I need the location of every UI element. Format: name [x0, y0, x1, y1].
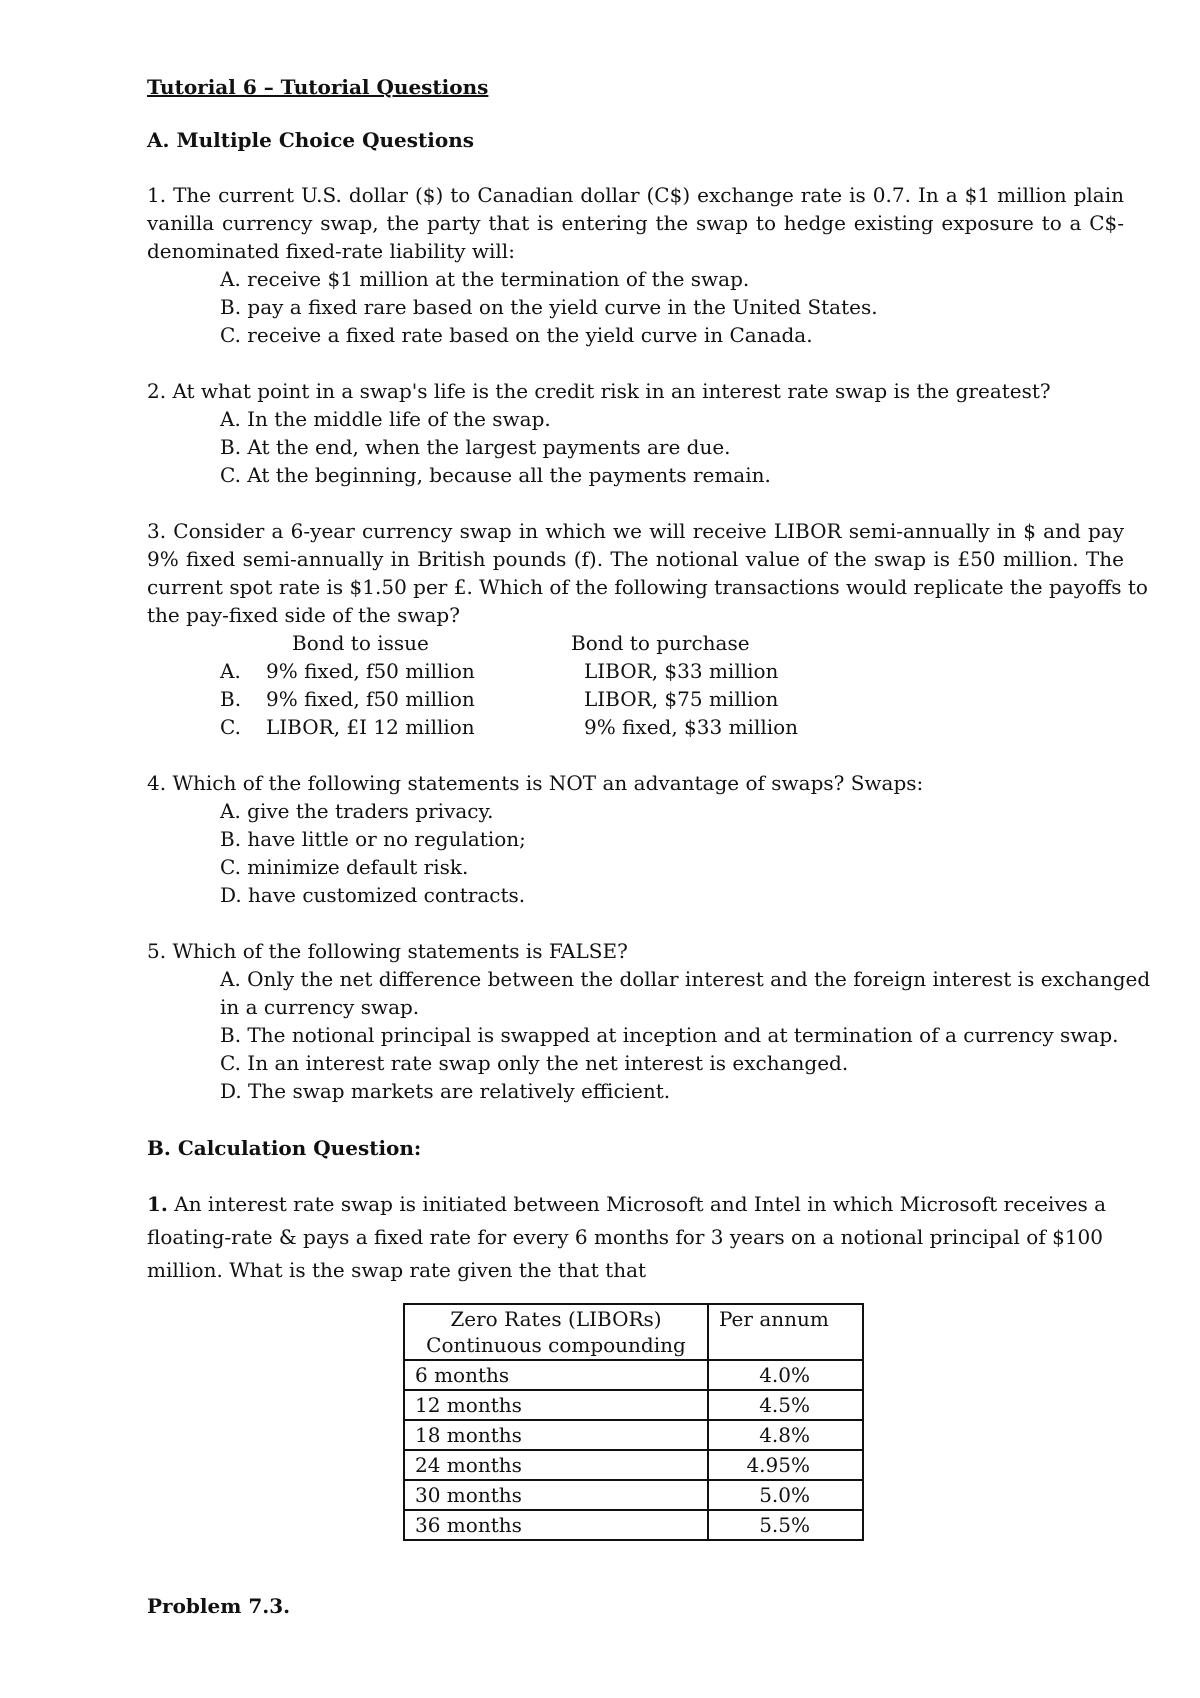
- table-header-left-line-1: Zero Rates (LIBORs): [450, 1307, 662, 1331]
- q4-option-d: D. have customized contracts.: [220, 883, 526, 907]
- table-cell-maturity: 36 months: [404, 1510, 708, 1540]
- table-cell-maturity: 6 months: [404, 1360, 708, 1390]
- table-row: [404, 1510, 863, 1540]
- q1-line-3: denominated fixed-rate liability will:: [147, 239, 515, 263]
- table-cell-maturity: 18 months: [404, 1420, 708, 1450]
- table-header-left: [404, 1304, 708, 1360]
- table-row: [404, 1390, 863, 1420]
- q3-row-b-letter: B.: [220, 687, 242, 711]
- table-row: [404, 1450, 863, 1480]
- q2-option-b: B. At the end, when the largest payments are due.: [220, 435, 731, 459]
- q1-option-c: C. receive a fixed rate based on the yield curve in Canada.: [220, 323, 813, 347]
- q3-row-b-issue: 9% fixed, f50 million: [266, 687, 475, 711]
- table-header-left-line-2: Continuous compounding: [426, 1333, 686, 1357]
- q3-row-c-issue: LIBOR, £I 12 million: [266, 715, 475, 739]
- table-cell-rate: 4.5%: [708, 1390, 863, 1420]
- page-title: Tutorial 6 – Tutorial Questions: [147, 75, 489, 99]
- table-row: [404, 1480, 863, 1510]
- table-header-right: Per annum: [708, 1304, 863, 1360]
- table-cell-rate: 4.95%: [708, 1450, 863, 1480]
- table-cell-rate: 5.5%: [708, 1510, 863, 1540]
- table-cell-rate: 4.0%: [708, 1360, 863, 1390]
- q4-option-a: A. give the traders privacy.: [220, 799, 494, 823]
- q2-option-a: A. In the middle life of the swap.: [220, 407, 551, 431]
- q2-line-1: 2. At what point in a swap's life is the credit risk in an interest rate swap is the greatest?: [147, 379, 1051, 403]
- q3-row-a-issue: 9% fixed, f50 million: [266, 659, 475, 683]
- q3-row-a-purchase: LIBOR, $33 million: [584, 659, 779, 683]
- q1-line-1: 1. The current U.S. dollar ($) to Canadian dollar (C$) exchange rate is 0.7. In a $1 million plain: [147, 183, 1124, 207]
- table-cell-maturity: 30 months: [404, 1480, 708, 1510]
- q5-option-a-continued: in a currency swap.: [220, 995, 420, 1019]
- q3-line-2: 9% fixed semi-annually in British pounds (f). The notional value of the swap is £50 million. The: [147, 547, 1124, 571]
- q5-option-d: D. The swap markets are relatively efficient.: [220, 1079, 671, 1103]
- q3-line-4: the pay-fixed side of the swap?: [147, 603, 460, 627]
- q3-line-3: current spot rate is $1.50 per £. Which of the following transactions would replicate the payoffs to: [147, 575, 1148, 599]
- table-row: [404, 1360, 863, 1390]
- q3-row-a-letter: A.: [220, 659, 241, 683]
- q4-line-1: 4. Which of the following statements is NOT an advantage of swaps? Swaps:: [147, 771, 924, 795]
- table-cell-rate: 4.8%: [708, 1420, 863, 1450]
- table-cell-maturity: 12 months: [404, 1390, 708, 1420]
- q5-option-a: A. Only the net difference between the dollar interest and the foreign interest is exchanged: [220, 967, 1151, 991]
- q3-row-b-purchase: LIBOR, $75 million: [584, 687, 779, 711]
- footer-problem-label: Problem 7.3.: [147, 1594, 291, 1618]
- calc-line-3: million. What is the swap rate given the that that: [147, 1258, 647, 1282]
- q3-row-c-purchase: 9% fixed, $33 million: [584, 715, 799, 739]
- q5-option-c: C. In an interest rate swap only the net interest is exchanged.: [220, 1051, 849, 1075]
- q3-row-c-letter: C.: [220, 715, 241, 739]
- table-cell-maturity: 24 months: [404, 1450, 708, 1480]
- q3-col-purchase-header: Bond to purchase: [571, 631, 750, 655]
- table-cell-rate: 5.0%: [708, 1480, 863, 1510]
- q4-option-b: B. have little or no regulation;: [220, 827, 526, 851]
- q2-option-c: C. At the beginning, because all the payments remain.: [220, 463, 771, 487]
- calc-line-1-text: An interest rate swap is initiated between Microsoft and Intel in which Microsoft receives a: [167, 1192, 1107, 1216]
- table-header-row: [404, 1304, 863, 1360]
- q1-option-a: A. receive $1 million at the termination of the swap.: [220, 267, 750, 291]
- table-row: [404, 1420, 863, 1450]
- q3-col-issue-header: Bond to issue: [292, 631, 429, 655]
- q3-line-1: 3. Consider a 6-year currency swap in which we will receive LIBOR semi-annually in $ and pay: [147, 519, 1124, 543]
- calc-line-1: [147, 1192, 1106, 1216]
- q1-option-b: B. pay a fixed rare based on the yield curve in the United States.: [220, 295, 878, 319]
- q5-line-1: 5. Which of the following statements is FALSE?: [147, 939, 628, 963]
- section-b-heading: B. Calculation Question:: [147, 1136, 422, 1160]
- calc-number: 1.: [147, 1192, 168, 1216]
- calc-line-2: floating-rate & pays a fixed rate for every 6 months for 3 years on a notional principal of $100: [147, 1225, 1103, 1249]
- q1-line-2: vanilla currency swap, the party that is entering the swap to hedge existing exposure to a C$-: [147, 211, 1124, 235]
- zero-rates-table: [403, 1303, 864, 1541]
- q4-option-c: C. minimize default risk.: [220, 855, 469, 879]
- section-a-heading: A. Multiple Choice Questions: [147, 128, 475, 152]
- q5-option-b: B. The notional principal is swapped at inception and at termination of a currency swap.: [220, 1023, 1119, 1047]
